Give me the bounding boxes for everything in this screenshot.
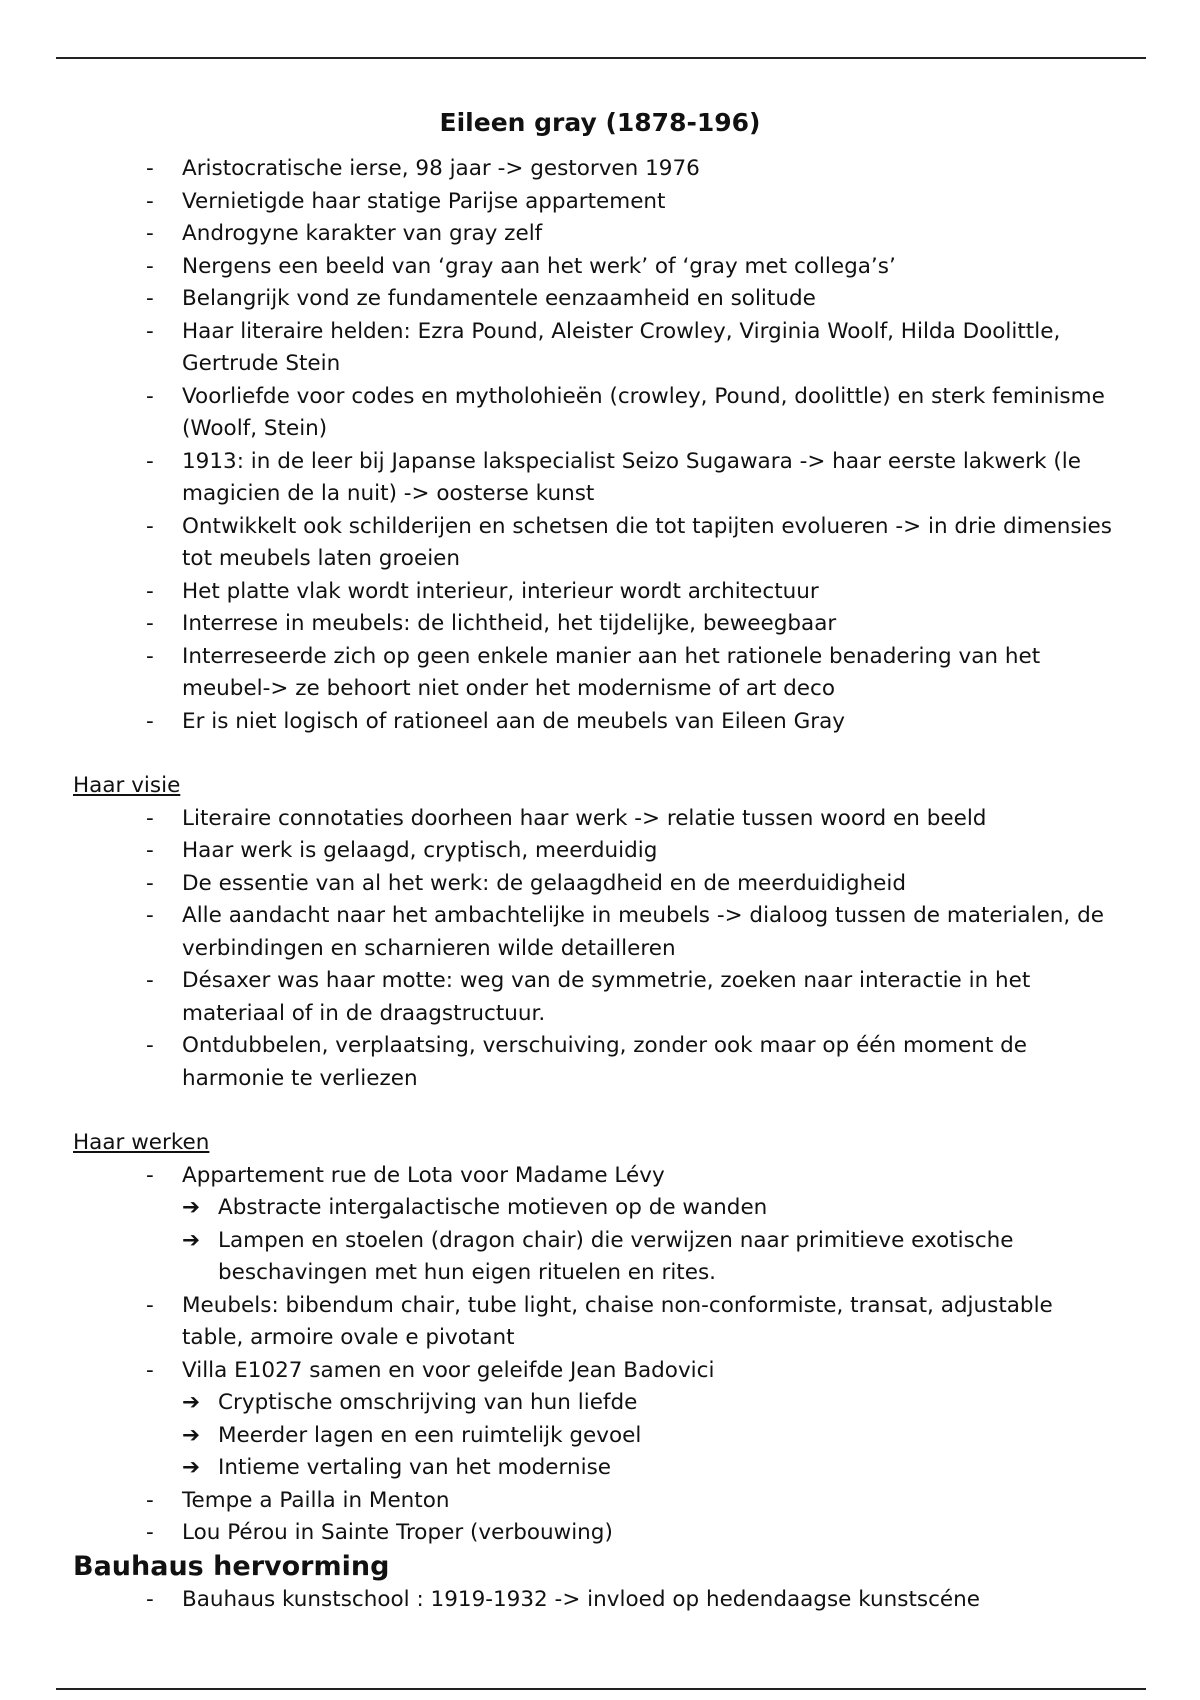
list-item-text: Intieme vertaling van het modernise <box>218 1455 611 1480</box>
list-item <box>0 608 1200 641</box>
list-item-text: Aristocratische ierse, 98 jaar -> gestorven 1976 <box>182 156 700 181</box>
list-item <box>0 218 1200 251</box>
bullet-marker: - <box>146 156 154 181</box>
bullet-marker: - <box>146 383 154 409</box>
arrow-icon: ➔ <box>182 1455 201 1480</box>
list-item <box>0 1290 1200 1355</box>
bullet-marker: - <box>146 221 154 246</box>
top-rule <box>56 57 1146 59</box>
list-item-text: Meubels: bibendum chair, tube light, chaise non-conformiste, transat, adjustable table, armoire ovale e pivotant <box>182 1292 1053 1350</box>
bullet-marker: - <box>146 1292 154 1318</box>
bullet-marker: - <box>146 1357 154 1383</box>
bullet-marker: - <box>146 286 154 311</box>
section-heading-visie: Haar visie <box>73 773 181 798</box>
bullet-marker: - <box>146 1487 154 1513</box>
list-item <box>0 706 1200 739</box>
list-item-text: Lou Pérou in Sainte Troper (verbouwing) <box>182 1520 613 1545</box>
bullet-marker: - <box>146 838 154 863</box>
list-item-text: Haar werk is gelaagd, cryptisch, meerduidig <box>182 838 658 863</box>
list-item-text: Cryptische omschrijving van hun liefde <box>218 1390 638 1415</box>
list-item-text: Belangrijk vond ze fundamentele eenzaamheid en solitude <box>182 286 816 311</box>
bullet-marker: - <box>146 318 154 344</box>
bullet-marker: - <box>146 968 154 993</box>
list-item-text: De essentie van al het werk: de gelaagdheid en de meerduidigheid <box>182 870 906 896</box>
arrow-icon: ➔ <box>182 1227 201 1253</box>
bullet-marker: - <box>146 1033 154 1058</box>
sub-list-item <box>182 1192 1120 1225</box>
list-item-text: Appartement rue de Lota voor Madame Lévy <box>182 1162 665 1188</box>
list-item <box>0 251 1200 284</box>
list-item <box>0 1485 1200 1518</box>
list-item <box>0 900 1200 965</box>
list-item <box>0 446 1200 511</box>
list-item <box>0 381 1200 446</box>
list-item-text: Villa E1027 samen en voor geleifde Jean Badovici <box>182 1357 715 1383</box>
list-item <box>0 1160 1200 1290</box>
list-item-text: Interreseerde zich op geen enkele manier aan het rationele benadering van het meubel-> ze behoort niet onder het modernisme of art deco <box>182 643 1041 701</box>
bullet-marker: - <box>146 253 154 279</box>
bullet-marker: - <box>146 578 154 604</box>
bullet-marker: - <box>146 611 154 636</box>
bullet-marker: - <box>146 805 154 831</box>
list-item <box>0 1517 1200 1550</box>
document-body <box>0 153 1200 1616</box>
list-item-text: Haar literaire helden: Ezra Pound, Aleister Crowley, Virginia Woolf, Hilda Doolittle, Gertrude Stein <box>182 318 1061 376</box>
section-heading-bauhaus: Bauhaus hervorming <box>73 1550 390 1582</box>
list-item-text: Literaire connotaties doorheen haar werk -> relatie tussen woord en beeld <box>182 805 987 831</box>
arrow-icon: ➔ <box>182 1422 201 1448</box>
list-item-text: Lampen en stoelen (dragon chair) die verwijzen naar primitieve exotische beschavingen met hun eigen rituelen en rites. <box>218 1227 1014 1285</box>
sub-list <box>182 1192 1120 1290</box>
arrow-icon: ➔ <box>182 1390 201 1415</box>
bullet-marker: - <box>146 870 154 896</box>
list-item <box>0 868 1200 901</box>
bullet-marker: - <box>146 188 154 214</box>
section-heading-werken: Haar werken <box>73 1130 210 1155</box>
list-item-text: Tempe a Pailla in Menton <box>182 1487 450 1513</box>
list-item-text: 1913: in de leer bij Japanse lakspecialist Seizo Sugawara -> haar eerste lakwerk (le magicien de la nuit) -> oosterse kunst <box>182 448 1081 506</box>
list-item <box>0 1030 1200 1095</box>
intro-list <box>0 153 1200 738</box>
list-item <box>0 186 1200 219</box>
list-item <box>0 803 1200 836</box>
list-item-text: Ontwikkelt ook schilderijen en schetsen die tot tapijten evolueren -> in drie dimensies tot meubels laten groeien <box>182 513 1112 571</box>
list-item-text: Désaxer was haar motte: weg van de symmetrie, zoeken naar interactie in het materiaal of in de draagstructuur. <box>182 968 1031 1026</box>
sub-list-item <box>182 1387 1120 1420</box>
sub-list-item <box>182 1452 1120 1485</box>
sub-list-item <box>182 1420 1120 1453</box>
list-item <box>0 1584 1200 1617</box>
sub-list-item <box>182 1225 1120 1290</box>
bullet-marker: - <box>146 1586 154 1612</box>
bullet-marker: - <box>146 1162 154 1188</box>
page-title: Eileen gray (1878-196) <box>439 108 761 137</box>
list-item-text: Meerder lagen en een ruimtelijk gevoel <box>218 1422 642 1448</box>
list-item-text: Voorliefde voor codes en mytholohieën (crowley, Pound, doolittle) en sterk feminisme (Woolf, Stein) <box>182 383 1105 441</box>
list-item <box>0 153 1200 186</box>
list-item-text: Vernietigde haar statige Parijse appartement <box>182 188 666 214</box>
bullet-marker: - <box>146 903 154 928</box>
visie-list <box>0 803 1200 1096</box>
bauhaus-list <box>0 1584 1200 1617</box>
list-item-text: Er is niet logisch of rationeel aan de meubels van Eileen Gray <box>182 708 846 734</box>
list-item-text: Nergens een beeld van ‘gray aan het werk’ of ‘gray met collega’s’ <box>182 253 896 279</box>
bottom-rule <box>56 1688 1146 1690</box>
bullet-marker: - <box>146 643 154 669</box>
list-item-text: Bauhaus kunstschool : 1919-1932 -> invloed op hedendaagse kunstscéne <box>182 1586 980 1612</box>
list-item <box>0 835 1200 868</box>
bullet-marker: - <box>146 448 154 474</box>
bullet-marker: - <box>146 1520 154 1545</box>
arrow-icon: ➔ <box>182 1195 201 1220</box>
list-item <box>0 511 1200 576</box>
werken-list <box>0 1160 1200 1550</box>
list-item-text: Interrese in meubels: de lichtheid, het tijdelijke, beweegbaar <box>182 611 837 636</box>
sub-list <box>182 1387 1120 1485</box>
list-item <box>0 641 1200 706</box>
list-item <box>0 965 1200 1030</box>
list-item <box>0 1355 1200 1485</box>
list-item <box>0 283 1200 316</box>
list-item-text: Androgyne karakter van gray zelf <box>182 221 543 246</box>
list-item-text: Abstracte intergalactische motieven op de wanden <box>218 1195 768 1220</box>
list-item-text: Alle aandacht naar het ambachtelijke in meubels -> dialoog tussen de materialen, de verbindingen en scharnieren wilde detailleren <box>182 903 1104 961</box>
bullet-marker: - <box>146 513 154 539</box>
bullet-marker: - <box>146 708 154 734</box>
list-item-text: Ontdubbelen, verplaatsing, verschuiving, zonder ook maar op één moment de harmonie te verliezen <box>182 1033 1028 1091</box>
list-item <box>0 316 1200 381</box>
list-item <box>0 576 1200 609</box>
list-item-text: Het platte vlak wordt interieur, interieur wordt architectuur <box>182 578 819 604</box>
